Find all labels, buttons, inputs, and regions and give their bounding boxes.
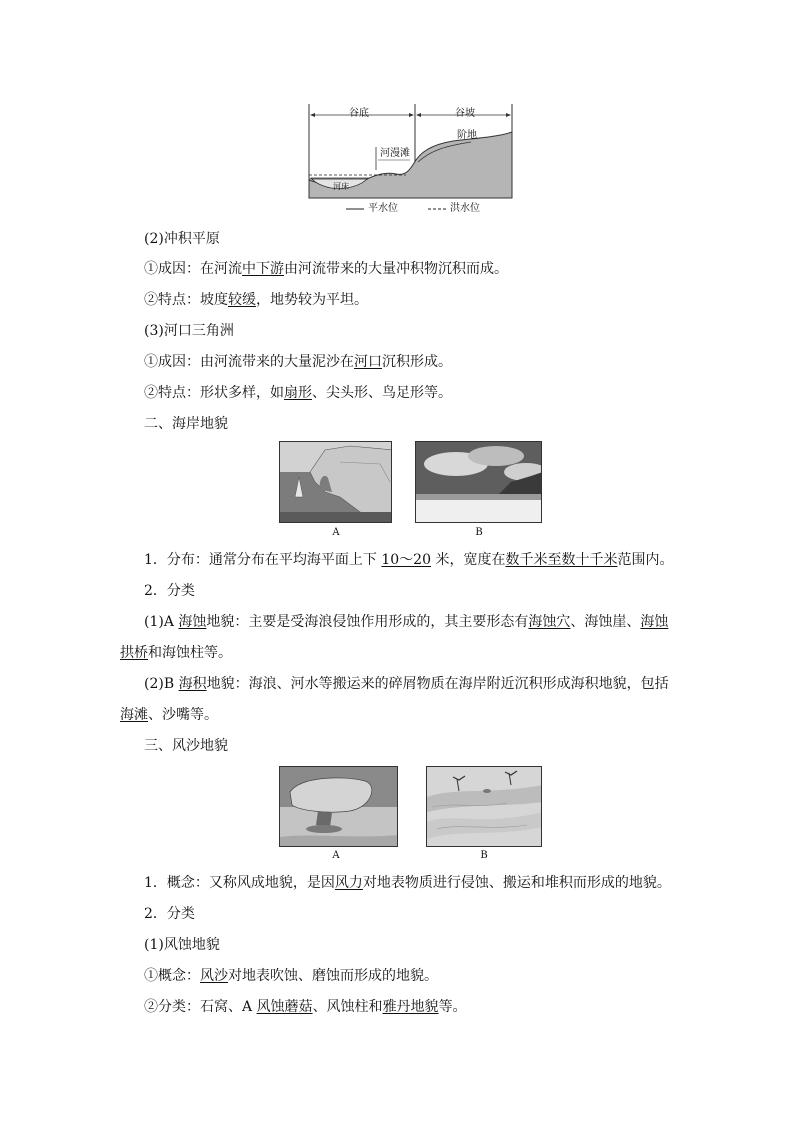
wind-erosion-classes: ②分类：石窝、A 风蚀蘑菇、风蚀柱和雅丹地貌等。 — [144, 999, 467, 1015]
label-terrace: 阶地 — [457, 130, 477, 141]
legend-flood-level: 洪水位 — [450, 203, 480, 214]
alluvial-plain-heading: (2)冲积平原 — [144, 231, 220, 247]
label-riverbed: 河床 — [333, 182, 349, 191]
alluvial-cause: ①成因：在河流中下游由河流带来的大量冲积物沉积而成。 — [144, 261, 508, 277]
label-floodplain: 河漫滩 — [380, 148, 410, 159]
delta-heading: (3)河口三角洲 — [144, 323, 234, 339]
photo-beach — [415, 441, 542, 523]
photo-sea-cliff-arch — [279, 441, 392, 523]
coastal-photo-a-caption: A — [332, 527, 340, 538]
label-valley-floor: 谷底 — [349, 108, 369, 119]
sea-deposit-line2: 海滩、沙嘴等。 — [120, 707, 218, 723]
legend-normal-level: 平水位 — [368, 203, 398, 214]
photo-mushroom-rock — [279, 766, 398, 847]
label-valley-slope: 谷坡 — [455, 108, 475, 119]
wind-erosion-concept: ①概念：风沙对地表吹蚀、磨蚀而形成的地貌。 — [144, 968, 438, 984]
photo-sand-dunes — [426, 766, 542, 847]
delta-cause: ①成因：由河流带来的大量泥沙在河口沉积形成。 — [144, 354, 452, 370]
coastal-distribution: 1．分布：通常分布在平均海平面上下 10～20 米，宽度在数千米至数十千米范围内。 — [144, 552, 674, 568]
wind-erosion-heading: (1)风蚀地貌 — [144, 937, 220, 953]
sea-deposit-line1: (2)B 海积地貌：海浪、河水等搬运来的碎屑物质在海岸附近沉积形成海积地貌，包括 — [144, 676, 669, 692]
aeolian-class-heading: 2．分类 — [144, 906, 195, 922]
alluvial-feature: ②特点：坡度较缓，地势较为平坦。 — [144, 292, 368, 308]
coastal-class-heading: 2．分类 — [144, 583, 195, 599]
river-valley-diagram — [306, 100, 518, 216]
coastal-photo-b-caption: B — [475, 527, 483, 538]
aeolian-landform-heading: 三、风沙地貌 — [144, 738, 228, 754]
aeolian-photo-b-caption: B — [480, 850, 488, 861]
coastal-landform-heading: 二、海岸地貌 — [144, 416, 228, 432]
delta-feature: ②特点：形状多样，如扇形、尖头形、鸟足形等。 — [144, 385, 452, 401]
valley-cross-section — [306, 100, 518, 216]
aeolian-photo-a-caption: A — [332, 850, 340, 861]
sea-erosion-line2: 拱桥和海蚀柱等。 — [120, 645, 232, 661]
aeolian-concept: 1．概念：又称风成地貌，是因风力对地表物质进行侵蚀、搬运和堆积而形成的地貌。 — [144, 875, 671, 891]
sea-erosion-line1: (1)A 海蚀地貌：主要是受海浪侵蚀作用形成的，其主要形态有海蚀穴、海蚀崖、海蚀 — [144, 614, 669, 630]
